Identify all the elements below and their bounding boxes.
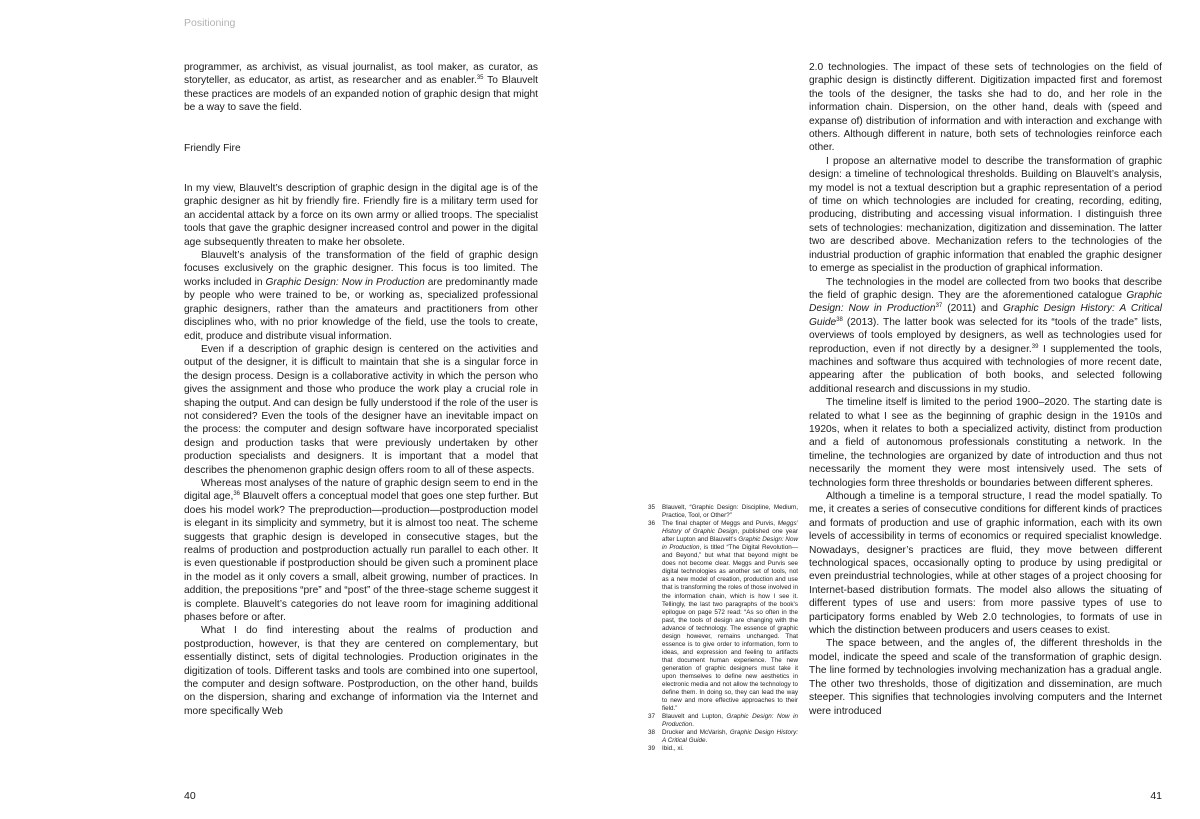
footnote: 37 Blauvelt and Lupton, Graphic Design: Now in Production.: [648, 713, 798, 729]
running-head: Positioning: [184, 17, 236, 29]
footnote-number: 39: [648, 745, 656, 753]
footnote: 36 The final chapter of Meggs and Purvis, Meggs’ History of Graphic Design, published one year after Lupton and Blauvelt’s Graphic Design: Now in Production, is titled “The Digital Revolution—and Beyond,” but what that beyond might be does not become clear. Meggs and Purvis see digital technologies as another set of tools, not as a new model of creation, production and use that is transforming the roles of those involved in the information chain, which is how I see it. Tellingly, the last two paragraphs of the book’s epilogue on page 572 read: “As so often in the past, the tools of design are changing with the advance of technology. The essence of graphic design however, remains unchanged. That essence is to give order to information, form to ideas, and expression and feeling to artifacts that document human experience. The new generation of graphic designers must take it upon themselves to define new aesthetics in electronic media and not allow the technology to define them. In doing so, they can lead the way to new and more effective approaches to their field.”: [648, 520, 798, 713]
right-column: [809, 61, 1162, 718]
footnote: 38 Drucker and McVarish, Graphic Design History: A Critical Guide.: [648, 729, 798, 745]
paragraph: Although a timeline is a temporal structure, I read the model spatially. To me, it creates a series of consecutive conditions for different kinds of practices and formats of production and use of graphic information, each with its own levels of accessibility in terms of economics or required specialist knowledge. Nowadays, designer’s practices are fluid, they move between different technological spaces, occasionally opting to produce by using predigital or even preindustrial technologies, while at other stages of a project choosing for Internet-based distribution formats. The model also allows the situating of different types of use and users: from more passive types of use to participatory forms enabled by Web 2.0 technologies, to formats of use in which the distinction between producers and users ceases to exist.: [809, 491, 1162, 637]
footnotes: [648, 504, 798, 753]
book-title: Graphic Design: Now in Production: [265, 276, 425, 288]
paragraph: 2.0 technologies. The impact of these sets of technologies on the field of graphic design is distinctly different. Digitization impacted first and foremost the tools of the designer, the tasks she had to do, and her role in the information chain. Dispersion, on the other hand, deals with (speed and expanse of) distribution of information and with interaction and exchange with others. Although different in nature, both sets of technologies reinforce each other.: [809, 62, 1162, 154]
footnote-ref[interactable]: 39: [1031, 343, 1039, 350]
book-title: Graphic Design History: A Critical Guide: [809, 303, 1163, 328]
footnote-ref[interactable]: 37: [935, 303, 943, 310]
paragraph: programmer, as archivist, as visual journalist, as tool maker, as curator, as storyteller, as educator, as artist, as researcher and as enabler.$^{35}$ To Blauvelt these practices are models of an expanded notion of graphic design that might be a way to save the field.: [184, 62, 539, 114]
paragraph: Whereas most analyses of the nature of graphic design seem to end in the digital age,$^{36}$ Blauvelt offers a conceptual model that goes one step further. But does his model work? The preproduction—production—postproduction model is elegant in its simplicity and symmetry, but it is almost too neat. The scheme suggests that graphic design is developed in consecutive stages, but the realms of production and postproduction actually run parallel to each other. It is even questionable if postproduction should be given such a prominent place in the model as it only covers a small, albeit growing, number of practices. In addition, the prepositions “pre” and “post” of the three-stage scheme suggest it is complete. Blauvelt’s categories do not leave room for imagining additional phases before or after.: [184, 477, 539, 624]
footnote: 35 Blauvelt, “Graphic Design: Discipline, Medium, Practice, Tool, or Other?”: [648, 504, 798, 520]
footnote-number: 37: [648, 713, 656, 721]
page-number-right: 41: [1150, 790, 1162, 802]
footnote-number: 36: [648, 520, 656, 528]
paragraph: The timeline itself is limited to the period 1900–2020. The starting date is related to what I see as the beginning of graphic design in the 1910s and 1920s, when it relates to both a specialized activity, distinct from production and a field of autonomous professionals constituting a network. In the timeline, the technologies are organized by date of introduction and thus not necessarily the moment they were most intensively used. The sets of technologies form three thresholds or boundaries between different spheres.: [809, 397, 1162, 489]
paragraph: I propose an alternative model to describe the transformation of graphic design: a timeline of technological thresholds. Building on Blauvelt’s analysis, my model is not a textual description but a graphic representation of a period of time on which technologies are included for creating, recording, editing, producing, distributing and accessing visual information. I distinguish three sets of technologies: mechanization, digitization and dissemination. The latter two are described above. Mechanization refers to the technologies of the industrial production of graphic information that enabled the graphic designer to emerge as specialist in the production of graphical information.: [809, 155, 1162, 275]
footnote-number: 35: [648, 504, 656, 511]
paragraph: What I do find interesting about the realms of production and postproduction, however, is that they are centered on complementary, but essentially distinct, sets of digital technologies. Production originates in the digitization of tools. Different tasks and tools are combined into one supertool, the computer and design software. Postproduction, on the other hand, builds on the dispersion, sharing and exchange of information via the Internet and more specifically Web: [184, 625, 538, 717]
footnote: 39 Ibid., xi.: [648, 745, 684, 753]
book-title: Graphic Design: Now in Production: [809, 289, 1162, 315]
paragraph: The space between, and the angles of, the different thresholds in the model, indicate the speed and scale of the transformation of graphic design. The line formed by technologies involving mechanization has a gradual angle. The other two thresholds, those of digitization and dissemination, are much steeper. This signifies that technologies involving computers and the Internet were introduced: [809, 638, 1162, 717]
footnote-ref[interactable]: 38: [836, 316, 843, 323]
page-number-left: 40: [184, 790, 196, 802]
footnote-number: 38: [648, 729, 656, 737]
paragraph: In my view, Blauvelt’s description of graphic design in the digital age is of the graphic designer as hit by friendly fire. Friendly fire is a military term used for an accidental attack by a force on its own army or allied troops. The specialist tools that gave the graphic designer increased control and power in the digital age subsequently threaten to make her obsolete.: [184, 183, 538, 248]
footnote-ref[interactable]: 36: [233, 491, 240, 498]
footnote-ref[interactable]: 35: [476, 75, 484, 82]
paragraph: The technologies in the model are collected from two books that describe the field of graphic design. They are the aforementioned catalogue Graphic Design: Now in Production$^{37}$ (2011) and Graphic Design History: A Critical Guide$^{38}$ (2013). The latter book was selected for its “tools of the trade” lists, overviews of tools employed by designers, as well as technologies used for reproduction, even if not directly by a designer.$^{39}$ I supplemented the tools, machines and software thus acquired with technologies of more recent date, appearing after the publication of both books, and selected following additional research and discussions in my studio.: [809, 276, 1163, 395]
paragraph: Even if a description of graphic design is centered on the activities and output of the designer, it is difficult to maintain that she is a singular force in the design process. Design is a collaborative activity in which the person who gives the assignment and those who produce the work play a crucial role in shaping the output. And can design be fully understood if the role of the user is not considered? Even the tools of the designer have an inevitable impact on the process: the computer and design software have incorporated specialist design and production tasks that were previously undertaken by other production specialists and designers. It is important that a model that describes the phenomenon graphic design offers room to all of these aspects.: [184, 343, 538, 476]
paragraph: Blauvelt’s analysis of the transformation of the field of graphic design focuses exclusively on the graphic designer. This focus is too limited. The works included in Graphic Design: Now in Production are predominantly made by people who were trained to be, or working as, specialized professional graphic designers, rather than the amateurs and practitioners from other disciplines who, with no prior knowledge of the field, use the tools to create, edit, produce and distribute visual information.: [184, 250, 538, 342]
section-heading: Friendly Fire: [184, 142, 241, 154]
left-column: [184, 61, 538, 718]
